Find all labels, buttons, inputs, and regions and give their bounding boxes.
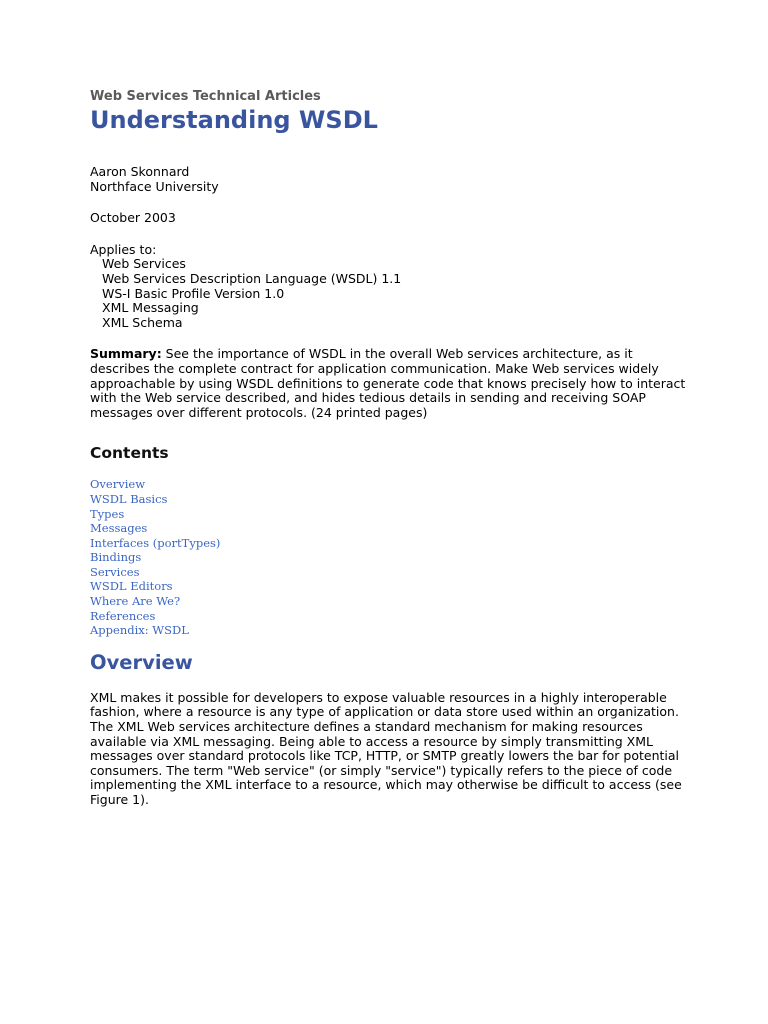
toc-link-wsdl-editors[interactable]: WSDL Editors bbox=[90, 579, 173, 594]
summary-label: Summary: bbox=[90, 346, 162, 362]
toc-link-bindings[interactable]: Bindings bbox=[90, 550, 142, 565]
applies-to-list bbox=[90, 257, 690, 330]
applies-to-item: Web Services bbox=[102, 256, 186, 272]
toc-link-appendix-wsdl[interactable]: Appendix: WSDL bbox=[90, 623, 189, 638]
toc-item bbox=[90, 623, 690, 638]
article bbox=[90, 89, 690, 820]
contents-heading: Contents bbox=[90, 444, 169, 463]
toc-item bbox=[90, 579, 690, 594]
author-block bbox=[90, 165, 690, 194]
toc-item bbox=[90, 477, 690, 492]
author-affiliation: Northface University bbox=[90, 178, 219, 194]
toc-link-overview[interactable]: Overview bbox=[90, 477, 146, 492]
series-label: Web Services Technical Articles bbox=[90, 89, 321, 104]
applies-to-item: XML Messaging bbox=[102, 300, 199, 316]
toc-item bbox=[90, 550, 690, 565]
toc-item bbox=[90, 492, 690, 507]
overview-paragraph: XML makes it possible for developers to expose valuable resources in a highly interoperable fashion, where a resource is any type of application or data store used within an organization. The XML Web services architecture defines a standard mechanism for making resources available via XML messaging. Being able to access a resource by simply transmitting XML messages over standard protocols like TCP, HTTP, or SMTP greatly lowers the bar for potential consumers. The term "Web service" (or simply "service") typically refers to the piece of code implementing the XML interface to a resource, which may otherwise be difficult to access (see Figure 1). bbox=[90, 689, 682, 807]
toc-item bbox=[90, 536, 690, 551]
summary-text: See the importance of WSDL in the overall Web services architecture, as it describes the complete contract for application communication. Make Web services widely approachable by using WSDL definitions to generate code that knows precisely how to interact with the Web service described, and hides tedious details in sending and receiving SOAP messages over different protocols. (24 printed pages) bbox=[90, 346, 686, 420]
toc-link-services[interactable]: Services bbox=[90, 564, 140, 579]
toc-item bbox=[90, 594, 690, 609]
date-block bbox=[90, 211, 690, 226]
applies-to-block bbox=[90, 243, 690, 331]
applies-to-item: Web Services Description Language (WSDL) 1.1 bbox=[102, 270, 402, 286]
page-title: Understanding WSDL bbox=[90, 106, 378, 134]
toc-item bbox=[90, 521, 690, 536]
publish-date: October 2003 bbox=[90, 210, 176, 226]
applies-to-label: Applies to: bbox=[90, 241, 157, 257]
applies-to-item: WS-I Basic Profile Version 1.0 bbox=[102, 285, 285, 301]
toc-link-wsdl-basics[interactable]: WSDL Basics bbox=[90, 491, 168, 506]
toc-link-messages[interactable]: Messages bbox=[90, 521, 148, 536]
summary-block bbox=[90, 347, 690, 420]
toc-link-types[interactable]: Types bbox=[90, 506, 125, 521]
toc-link-interfaces[interactable]: Interfaces (portTypes) bbox=[90, 535, 221, 550]
summary-paragraph bbox=[90, 347, 690, 420]
author-name: Aaron Skonnard bbox=[90, 164, 190, 179]
toc-link-where-are-we[interactable]: Where Are We? bbox=[90, 594, 181, 609]
toc-item bbox=[90, 565, 690, 580]
overview-heading: Overview bbox=[90, 650, 193, 674]
toc-item bbox=[90, 507, 690, 522]
toc-item bbox=[90, 609, 690, 624]
applies-to-item: XML Schema bbox=[102, 314, 183, 330]
table-of-contents bbox=[90, 477, 690, 638]
toc-link-references[interactable]: References bbox=[90, 608, 156, 623]
